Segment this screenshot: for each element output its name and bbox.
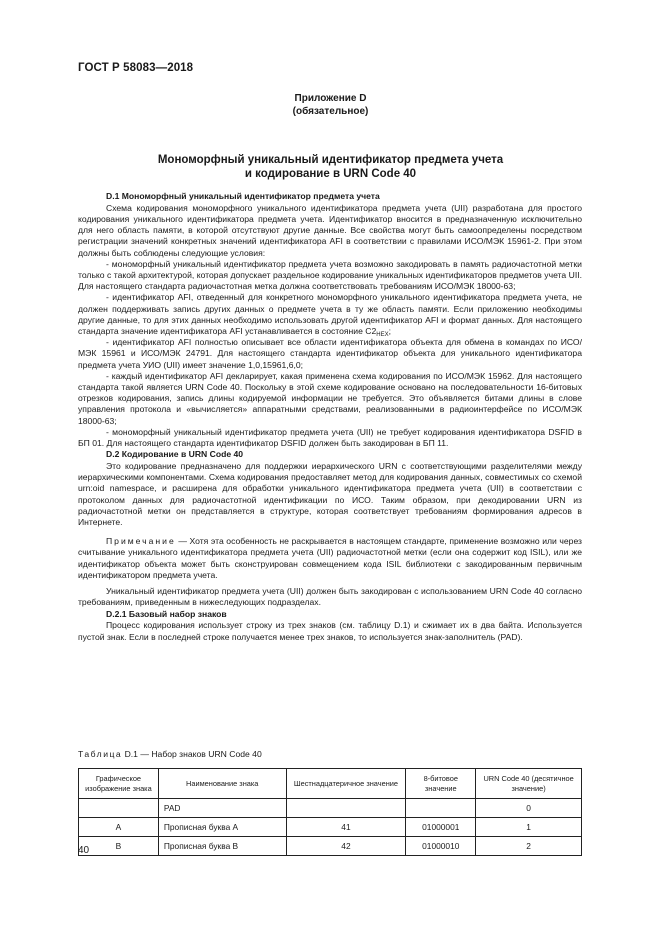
table-caption-text: D.1 — Набор знаков URN Code 40 bbox=[122, 749, 262, 759]
table-cell: Прописная буква B bbox=[158, 837, 286, 856]
list-item-text: - идентификатор AFI, отведенный для конкретного мономорфного уникального идентификатора предмета учета, не должен поддерживать запись других данных о предмете учета в ту же область памяти. Если приложению необходимы другие данные, то для этих данных необходимо использовать другой идентификатор AFI и формат данных. Для настоящего стандарта значение идентификатора AFI устанавливается в состояние C2 bbox=[78, 292, 582, 337]
column-header: Шестнадцатеричное значение bbox=[286, 769, 406, 799]
table-caption bbox=[78, 749, 262, 759]
subscript-hex: HEX bbox=[376, 332, 389, 339]
list-item: - мономорфный уникальный идентификатор предмета учета возможно закодировать в память радиочастотной метки только с такой архитектурой, которая допускает раздельное кодирование уникальных идентификаторов предметов учета UII. Для настоящего стандарта радиочастотная метка должна соответствовать требованиям ИСО/МЭК 18000-63; bbox=[78, 258, 582, 292]
section-d21-heading: D.2.1 Базовый набор знаков bbox=[106, 608, 227, 619]
section-d2-paragraph: Это кодирование предназначено для поддержки иерархического URN с соответствующими разделителями между иерархическими компонентами. Схема кодирования предоставляет метод для кодирования данных, совместимых со схемой urn:oid namespace, и расширена для обработки уникального идентификатора предмета учета (UII) в соответствии с протоколом данных для радиочастотной идентификации по ИСО. Таким образом, при декодировании URN из радиочастотной метки он представляется в структуре, которая соответствует требованиям формирования адресов в Интернете. bbox=[78, 461, 582, 528]
list-item: - каждый идентификатор AFI декларирует, какая применена схема кодирования по ИСО/МЭК 15962. Для настоящего стандарта такой является URN Code 40. Поскольку в этой схеме кодирование основано на последовательности 16-битовых отрезков кодирования, запись длины кодируемой информации не требуется. Это объявляется битами длины в слове управления протокола и «вычисляется» аппаратными средствами, реализованными в радиоинтерфейсе по ИСО/МЭК 18000-63; bbox=[78, 370, 582, 426]
note-text: — Хотя эта особенность не раскрывается в настоящем стандарте, применение возможно или через считывание уникального идентификатора предмета учета (UII) радиочастотной метки (если она содержит код ISIL), или же идентификатор объекта может быть сконструирован совмещением кода ISIL библиотеки с закодированным первичным идентификатором предмета учета. bbox=[78, 536, 582, 580]
page-number: 40 bbox=[78, 845, 90, 856]
table-cell: 2 bbox=[476, 837, 582, 856]
table-cell: 01000001 bbox=[406, 818, 476, 837]
title-line-1: Мономорфный уникальный идентификатор предмета учета bbox=[157, 154, 504, 166]
list-item: - мономорфный уникальный идентификатор предмета учета (UII) не требует кодирования идентификатора DSFID в БП 01. Для настоящего стандарта идентификатор DSFID должен быть закодирован в БП 11. bbox=[78, 426, 582, 449]
note-label: Примечание bbox=[106, 536, 176, 547]
table-cell bbox=[286, 799, 406, 818]
table-cell bbox=[79, 799, 159, 818]
document-body bbox=[78, 191, 582, 643]
table-header-row bbox=[79, 769, 582, 799]
section-d2-paragraph-2: Уникальный идентификатор предмета учета (UII) должен быть закодирован с использованием URN Code 40 согласно требованиям, приведенным в нижеследующих подразделах. bbox=[78, 586, 582, 608]
list-item bbox=[78, 292, 582, 337]
section-d1-paragraph: Схема кодирования мономорфного уникального идентификатора предмета учета (UII) разработана для простого кодирования уникального идентификатора предмета учета. Идентификатор вносится в предназначенную исключительно для него область памяти, в которой отсутствуют другие данные. Все свойства могут быть самоопределены посредством регистрации значений конкретных значений идентификатора AFI в соответствии с правилами ИСО/МЭК 15961-2. При этом должны быть соблюдены следующие условия: bbox=[78, 202, 582, 258]
table-row bbox=[79, 837, 582, 856]
appendix-heading bbox=[0, 92, 661, 118]
table-cell: 1 bbox=[476, 818, 582, 837]
table-cell bbox=[406, 799, 476, 818]
table-cell: B bbox=[79, 837, 159, 856]
appendix-label: Приложение D bbox=[294, 93, 367, 104]
section-d21-paragraph: Процесс кодирования использует строку из трех знаков (см. таблицу D.1) и сжимает их в два байта. Используется пустой знак. Если в последней строке получается менее трех знаков, то используется знак-заполнитель (PAD). bbox=[78, 620, 582, 642]
table-row bbox=[79, 818, 582, 837]
column-header: Графическое изображение знака bbox=[79, 769, 159, 799]
section-d2-heading: D.2 Кодирование в URN Code 40 bbox=[106, 449, 244, 460]
table-cell: 0 bbox=[476, 799, 582, 818]
appendix-title bbox=[0, 153, 661, 181]
table-cell: 01000010 bbox=[406, 837, 476, 856]
column-header: URN Code 40 (десятичное значение) bbox=[476, 769, 582, 799]
title-line-2: и кодирование в URN Code 40 bbox=[244, 168, 417, 180]
list-item: - идентификатор AFI полностью описывает все области идентификатора объекта для обмена в командах по ИСО/МЭК 15961 и ИСО/МЭК 24791. Для настоящего стандарта идентификатор объекта для уникального идентификатора предмета учета УИО (UII) имеет значение 1,0,15961,6,0; bbox=[78, 337, 582, 370]
column-header: 8-битовое значение bbox=[406, 769, 476, 799]
table-caption-label: Таблица bbox=[78, 749, 123, 759]
table-row bbox=[79, 799, 582, 818]
section-d1-heading: D.1 Мономорфный уникальный идентификатор предмета учета bbox=[106, 191, 380, 201]
appendix-status: (обязательное) bbox=[292, 106, 369, 117]
table-cell: Прописная буква A bbox=[158, 818, 286, 837]
standard-designation: ГОСТ Р 58083—2018 bbox=[78, 62, 194, 74]
table-cell: PAD bbox=[158, 799, 286, 818]
character-set-table bbox=[78, 768, 582, 856]
table-cell: 41 bbox=[286, 818, 406, 837]
table-cell: A bbox=[79, 818, 159, 837]
note bbox=[78, 536, 582, 581]
table-cell: 42 bbox=[286, 837, 406, 856]
list-item-end: ; bbox=[388, 326, 391, 337]
column-header: Наименование знака bbox=[158, 769, 286, 799]
